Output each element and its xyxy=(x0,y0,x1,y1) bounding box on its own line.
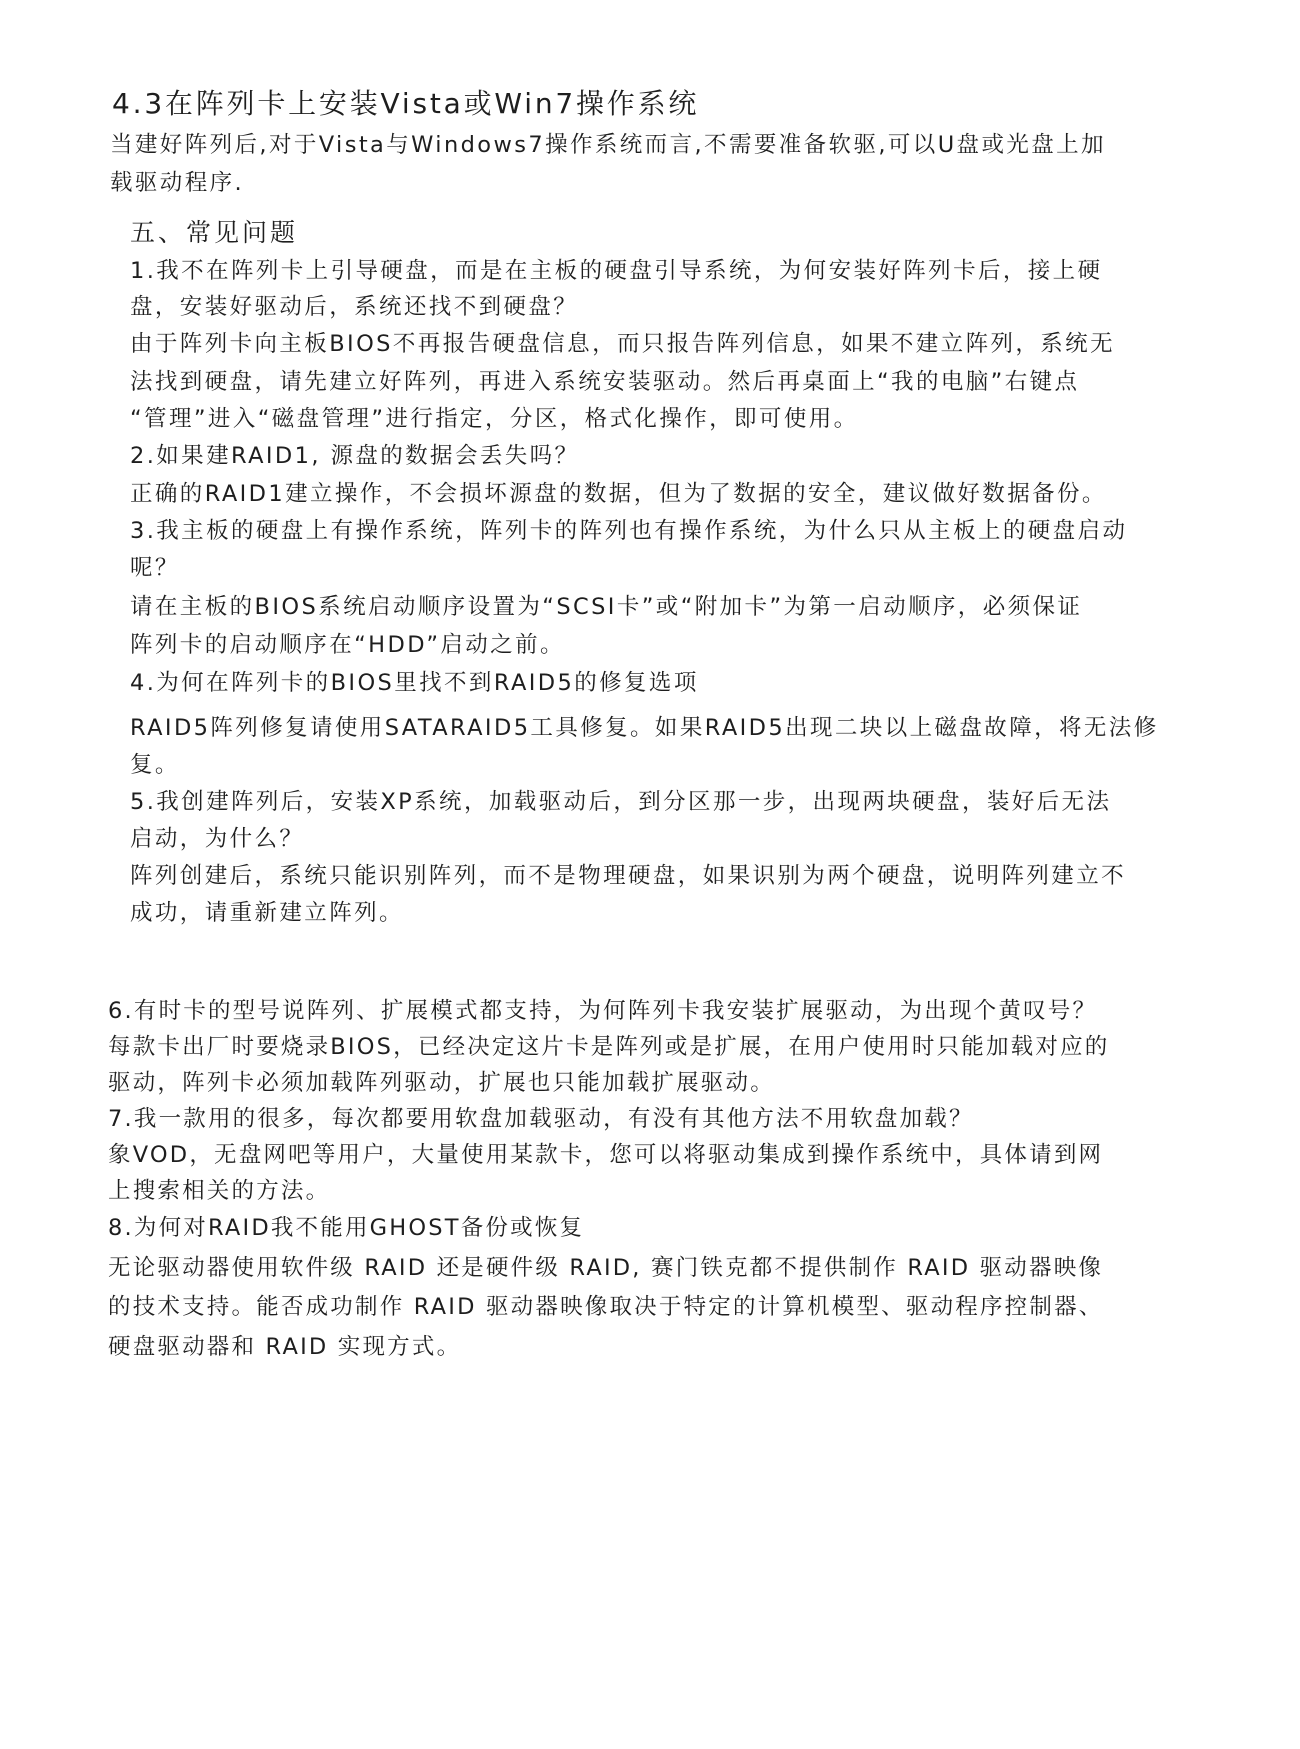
faq-line: “管理”进入“磁盘管理”进行指定，分区，格式化操作，即可使用。 xyxy=(130,406,859,432)
faq-line: 启动，为什么？ xyxy=(130,826,305,852)
faq-line: 阵列卡的启动顺序在“HDD”启动之前。 xyxy=(130,632,565,658)
faq-line: 正确的RAID1建立操作，不会损坏源盘的数据，但为了数据的安全，建议做好数据备份。 xyxy=(130,481,1107,507)
faq-line: 每款卡出厂时要烧录BIOS，已经决定这片卡是阵列或是扩展，在用户使用时只能加载对应的 xyxy=(108,1034,1110,1060)
faq-line: 的技术支持。能否成功制作 RAID 驱动器映像取决于特定的计算机模型、驱动程序控制器、 xyxy=(108,1294,1104,1320)
faq-line: 驱动，阵列卡必须加载阵列驱动，扩展也只能加载扩展驱动。 xyxy=(108,1070,775,1096)
faq-line: 7.我一款用的很多，每次都要用软盘加载驱动，有没有其他方法不用软盘加载？ xyxy=(108,1106,974,1132)
faq-line: 盘，安装好驱动后，系统还找不到硬盘？ xyxy=(130,294,579,320)
faq-line: RAID5阵列修复请使用SATARAID5工具修复。如果RAID5出现二块以上磁盘故障，将无法修 xyxy=(130,715,1159,741)
section-title: 4.3在阵列卡上安装Vista或Win7操作系统 xyxy=(112,87,700,120)
faq-line: 成功，请重新建立阵列。 xyxy=(130,900,404,926)
faq-line: 2.如果建RAID1, 源盘的数据会丢失吗？ xyxy=(130,443,580,469)
faq-line: 无论驱动器使用软件级 RAID 还是硬件级 RAID, 赛门铁克都不提供制作 RAID 驱动器映像 xyxy=(108,1255,1104,1281)
faq-line: 硬盘驱动器和 RAID 实现方式。 xyxy=(108,1334,462,1360)
faq-line: 象VOD，无盘网吧等用户，大量使用某款卡，您可以将驱动集成到操作系统中，具体请到网 xyxy=(108,1142,1104,1168)
faq-line: 4.为何在阵列卡的BIOS里找不到RAID5的修复选项 xyxy=(130,670,699,696)
faq-line: 8.为何对RAID我不能用GHOST备份或恢复 xyxy=(108,1215,585,1241)
faq-line: 由于阵列卡向主板BIOS不再报告硬盘信息，而只报告阵列信息，如果不建立阵列，系统无 xyxy=(130,331,1115,357)
faq-line: 法找到硬盘，请先建立好阵列，再进入系统安装驱动。然后再桌面上“我的电脑”右键点 xyxy=(130,369,1080,395)
section-body-line: 当建好阵列后,对于Vista与Windows7操作系统而言,不需要准备软驱,可以U盘或光盘上加 xyxy=(110,132,1106,158)
faq-line: 复。 xyxy=(130,752,180,778)
faq-line: 请在主板的BIOS系统启动顺序设置为“SCSI卡”或“附加卡”为第一启动顺序，必须保证 xyxy=(130,594,1083,620)
faq-line: 5.我创建阵列后，安装XP系统，加载驱动后，到分区那一步，出现两块硬盘，装好后无法 xyxy=(130,789,1112,815)
section-body-line: 载驱动程序. xyxy=(110,170,245,196)
faq-line: 6.有时卡的型号说阵列、扩展模式都支持，为何阵列卡我安装扩展驱动，为出现个黄叹号？ xyxy=(108,998,1098,1024)
faq-line: 1.我不在阵列卡上引导硬盘，而是在主板的硬盘引导系统，为何安装好阵列卡后，接上硬 xyxy=(130,258,1103,284)
faq-line: 3.我主板的硬盘上有操作系统，阵列卡的阵列也有操作系统，为什么只从主板上的硬盘启动 xyxy=(130,518,1128,544)
faq-line: 呢？ xyxy=(130,555,180,581)
faq-line: 上搜索相关的方法。 xyxy=(108,1178,331,1204)
faq-heading: 五、常见问题 xyxy=(130,218,299,247)
faq-line: 阵列创建后，系统只能识别阵列，而不是物理硬盘，如果识别为两个硬盘，说明阵列建立不 xyxy=(130,863,1127,889)
